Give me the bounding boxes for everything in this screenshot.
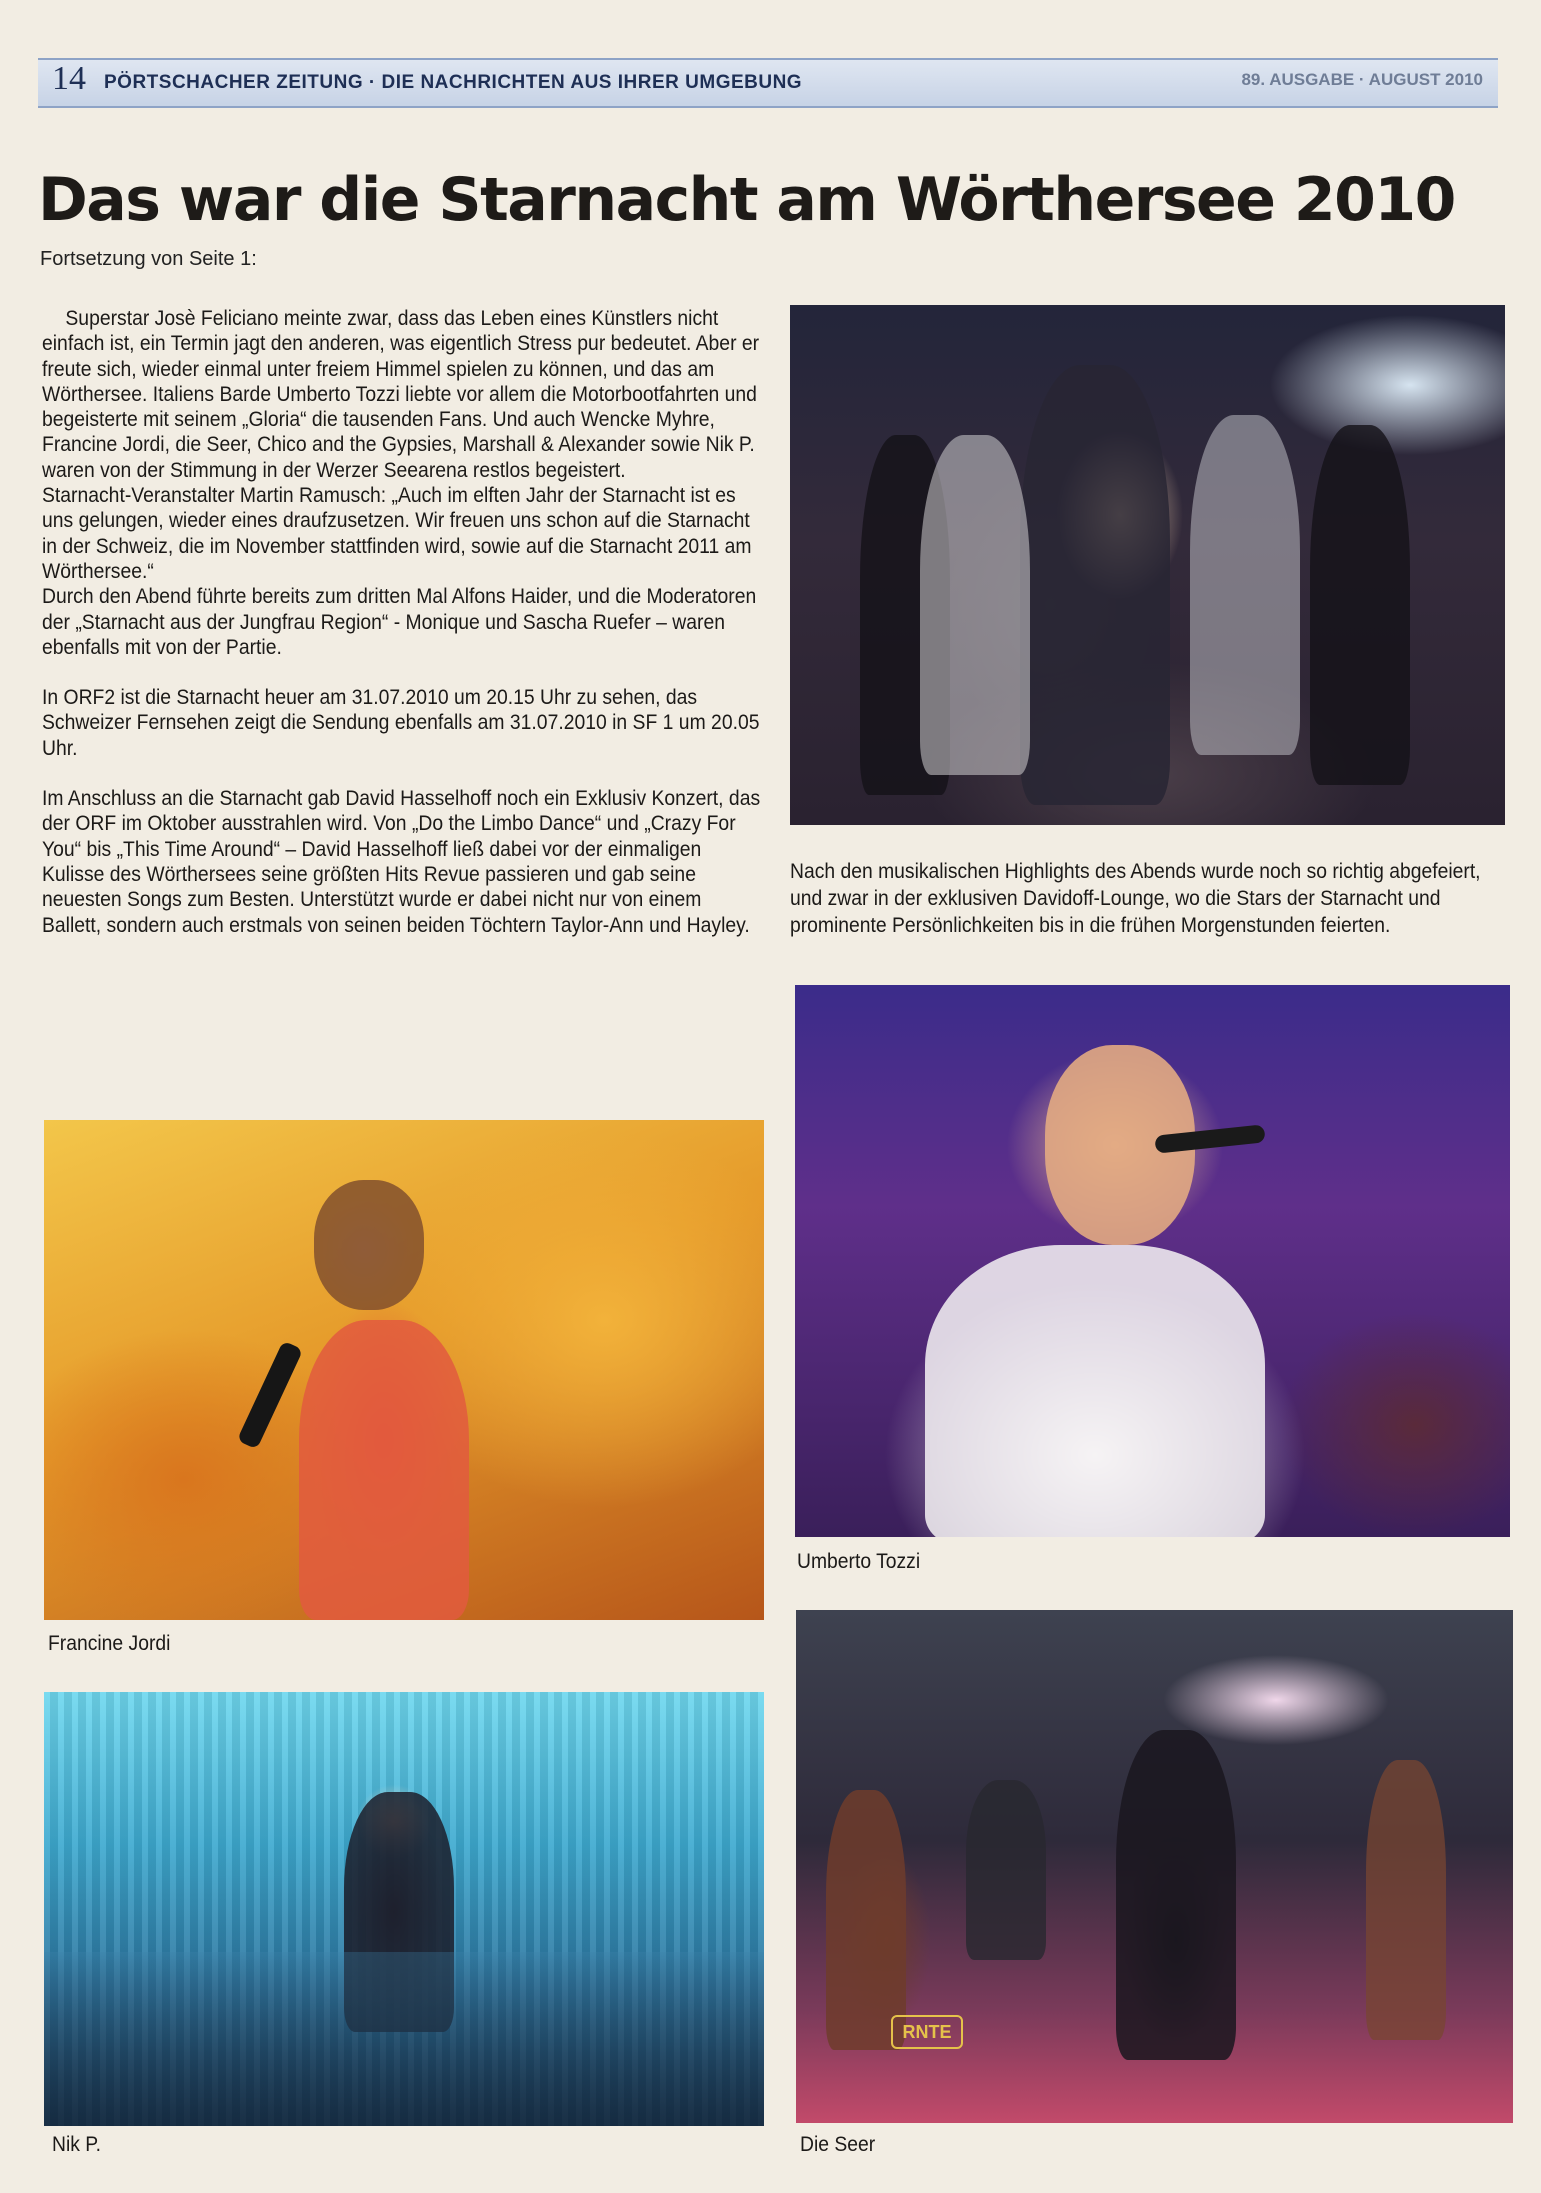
singer-figure xyxy=(826,1790,906,2050)
photo-umberto-tozzi xyxy=(795,985,1510,1537)
paragraph: Starnacht-Veranstalter Martin Ramusch: „Auch im elften Jahr der Starnacht ist es uns gelungen, wieder eines draufzusetzen. Wir freuen uns schon auf die Starnacht in der Schweiz, die im November stattfinden wird, sowie auf die Starnacht 2011 am Wörthersee.“ xyxy=(42,483,752,583)
microphone-icon xyxy=(237,1341,303,1450)
paper-name: PÖRTSCHACHER ZEITUNG · DIE NACHRICHTEN AUS IHRER UMGEBUNG xyxy=(104,72,803,93)
article-headline: Das war die Starnacht am Wörthersee 2010 xyxy=(38,165,1455,235)
page-number: 14 xyxy=(52,60,86,97)
crowd xyxy=(44,1952,764,2126)
issue-info: 89. AUSGABE · AUGUST 2010 xyxy=(1241,70,1483,89)
caption-lounge: Nach den musikalischen Highlights des Abends wurde noch so richtig abgefeiert, und zwar in der exklusiven Davidoff-Lounge, wo die Stars der Starnacht und prominente Persönlichkeiten bis in die frühen Morgenstunden feierten. xyxy=(790,860,1481,937)
musician-figure xyxy=(1366,1760,1446,2040)
paragraph: Im Anschluss an die Starnacht gab David Hasselhoff noch ein Exklusiv Konzert, das der ORF im Oktober ausstrahlen wird. Von „Do the Limbo Dance“ und „Crazy For You“ bis „This Time Around“ – David Hasselhoff ließ dabei vor der einmaligen Kulisse des Wörthersees seine größten Hits Revue passieren und gab seine neuesten Songs zum Besten. Unterstützt wurde er dabei nicht nur von einem Ballett, sondern auch erstmals von seinen beiden Töchtern Taylor-Ann und Hayley. xyxy=(42,786,761,937)
dancer-figure xyxy=(1190,415,1300,755)
photo-francine-jordi xyxy=(44,1120,764,1620)
dancer-figure xyxy=(920,435,1030,775)
photo-stage-ballet xyxy=(790,305,1505,825)
photo-die-seer xyxy=(796,1610,1513,2123)
musician-figure xyxy=(966,1780,1046,1960)
singer-head xyxy=(314,1180,424,1310)
caption-tozzi: Umberto Tozzi xyxy=(797,1550,921,1573)
dancer-figure xyxy=(1310,425,1410,785)
paragraph: Durch den Abend führte bereits zum dritten Mal Alfons Haider, und die Moderatoren der „Starnacht aus der Jungfrau Region“ - Monique und Sascha Ruefer – waren ebenfalls mit von der Partie. xyxy=(42,584,757,659)
article-body xyxy=(42,306,762,963)
caption-nik: Nik P. xyxy=(52,2133,102,2156)
singer-figure xyxy=(1116,1730,1236,2060)
paragraph: Superstar Josè Feliciano meinte zwar, dass das Leben eines Künstlers nicht einfach ist, ein Termin jagt den anderen, was eigentlich Stress pur bedeutet. Aber er freute sich, wieder einmal unter freiem Himmel spielen zu können, und das am Wörthersee. Italiens Barde Umberto Tozzi liebte vor allem die Motorbootfahrten und begeisterte mit seinem „Gloria“ die tausenden Fans. Und auch Wencke Myhre, Francine Jordi, die Seer, Chico and the Gypsies, Marshall & Alexander sowie Nik P. waren von der Stimmung in der Werzer Seearena restlos begeistert. xyxy=(42,306,760,482)
stage-sign: RNTE xyxy=(891,2015,963,2049)
continuation-note: Fortsetzung von Seite 1: xyxy=(40,248,257,270)
photo-nik-p xyxy=(44,1692,764,2126)
singer-figure xyxy=(925,1245,1265,1537)
caption-seer: Die Seer xyxy=(800,2133,876,2156)
caption-francine: Francine Jordi xyxy=(48,1632,171,1655)
performer-figure xyxy=(1020,365,1170,805)
singer-figure xyxy=(299,1320,469,1620)
paragraph: In ORF2 ist die Starnacht heuer am 31.07.2010 um 20.15 Uhr zu sehen, das Schweizer Fernsehen zeigt die Sendung ebenfalls am 31.07.2010 in SF 1 um 20.05 Uhr. xyxy=(42,685,760,760)
